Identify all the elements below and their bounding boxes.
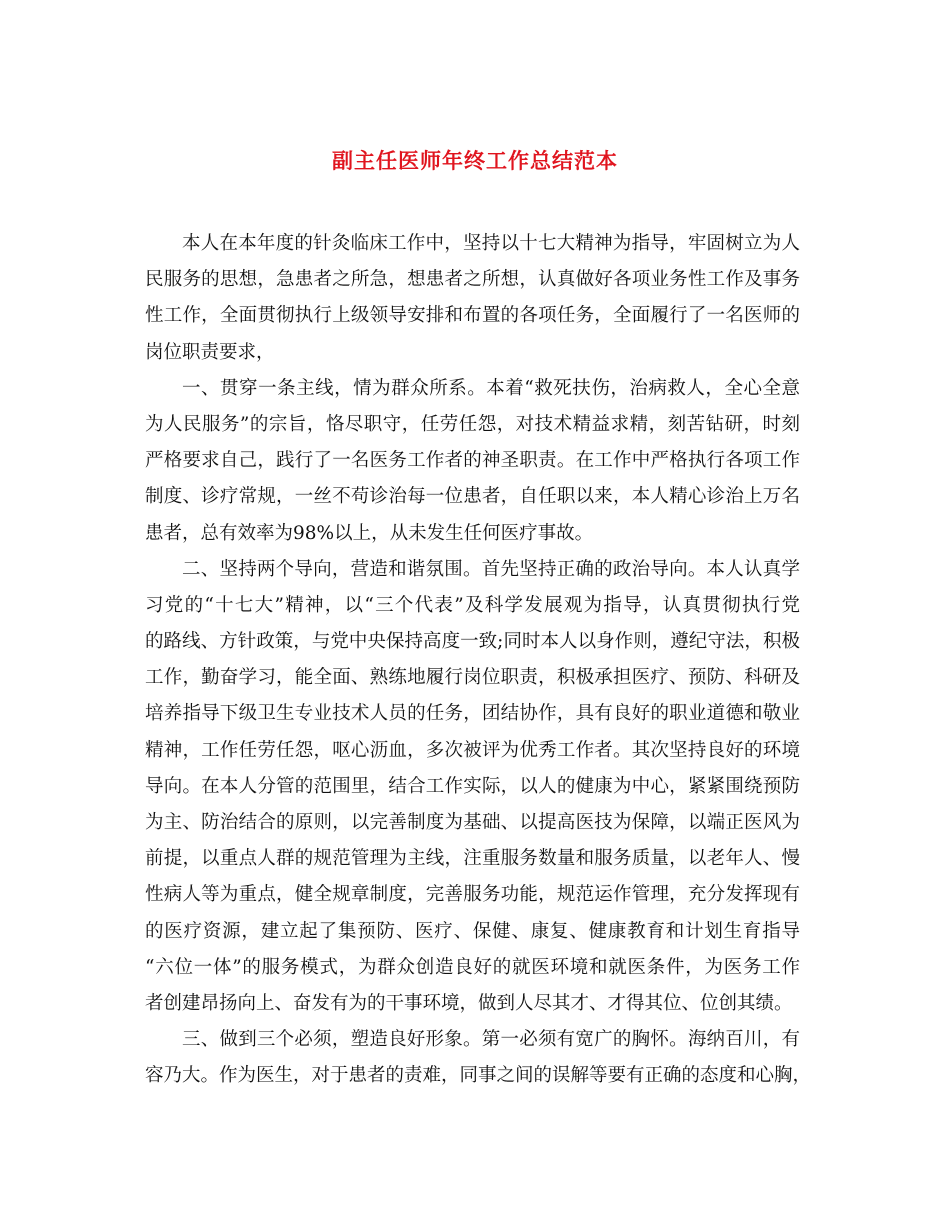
paragraph-3-line-9: 前提，以重点人群的规范管理为主线，注重服务数量和服务质量，以老年人、慢 (145, 848, 800, 870)
paragraph-3-line-6: 精神，工作任劳任怨，呕心沥血，多次被评为优秀工作者。其次坚持良好的环境 (145, 739, 800, 761)
paragraph-3-line-3: 的路线、方针政策，与党中央保持高度一致;同时本人以身作则，遵纪守法，积极 (145, 631, 800, 653)
paragraph-3-line-13: 者创建昂扬向上、奋发有为的干事环境，做到人尽其才、才得其位、位创其绩。 (145, 992, 793, 1014)
paragraph-2-line-4: 制度、诊疗常规，一丝不苟诊治每一位患者，自任职以来，本人精心诊治上万名 (145, 486, 800, 508)
paragraph-3-line-12: “六位一体”的服务模式，为群众创造良好的就医环境和就医条件，为医务工作 (145, 956, 800, 978)
paragraph-1-line-2: 民服务的思想，急患者之所急，想患者之所想，认真做好各项业务性工作及事务 (145, 269, 800, 291)
document-body (145, 226, 812, 1095)
paragraph-1-line-4: 岗位职责要求， (145, 341, 275, 363)
paragraph-4-line-1: 三、做到三个必须，塑造良好形象。第一必须有宽广的胸怀。海纳百川，有 (182, 1029, 800, 1051)
paragraph-4-line-2: 容乃大。作为医生，对于患者的责难，同事之间的误解等要有正确的态度和心胸， (145, 1065, 812, 1087)
paragraph-2-line-2: 为人民服务”的宗旨，恪尽职守，任劳任怨，对技术精益求精，刻苦钻研，时刻 (145, 413, 800, 435)
paragraph-1-line-1: 本人在本年度的针灸临床工作中，坚持以十七大精神为指导，牢固树立为人 (182, 233, 800, 254)
paragraph-3-line-11: 的医疗资源，建立起了集预防、医疗、保健、康复、健康教育和计划生育指导 (145, 920, 800, 942)
paragraph-1-line-3: 性工作，全面贯彻执行上级领导安排和布置的各项任务，全面履行了一名医师的 (145, 305, 800, 327)
paragraph-3-line-10: 性病人等为重点，健全规章制度，完善服务功能，规范运作管理，充分发挥现有 (145, 884, 800, 906)
paragraph-3-line-8: 为主、防治结合的原则，以完善制度为基础、以提高医技为保障，以端正医风为 (145, 812, 800, 833)
paragraph-3-line-2: 习党的“十七大”精神，以“三个代表”及科学发展观为指导，认真贯彻执行党 (145, 594, 800, 616)
paragraph-3-line-5: 培养指导下级卫生专业技术人员的任务，团结协作，具有良好的职业道德和敬业 (145, 703, 800, 725)
paragraph-2-line-3: 严格要求自己，践行了一名医务工作者的神圣职责。在工作中严格执行各项工作 (145, 450, 800, 472)
paragraph-3-line-7: 导向。在本人分管的范围里，结合工作实际，以人的健康为中心，紧紧围绕预防 (145, 775, 800, 797)
paragraph-3-line-1: 二、坚持两个导向，营造和谐氛围。首先坚持正确的政治导向。本人认真学 (182, 558, 800, 580)
paragraph-2-line-1: 一、贯穿一条主线，情为群众所系。本着“救死扶伤，治病救人，全心全意 (182, 377, 800, 399)
document-title: 副主任医师年终工作总结范本 (332, 149, 618, 173)
paragraph-2-line-5: 患者，总有效率为98%以上，从未发生任何医疗事故。 (145, 522, 594, 544)
paragraph-3-line-4: 工作，勤奋学习，能全面、熟练地履行岗位职责，积极承担医疗、预防、科研及 (145, 667, 800, 689)
